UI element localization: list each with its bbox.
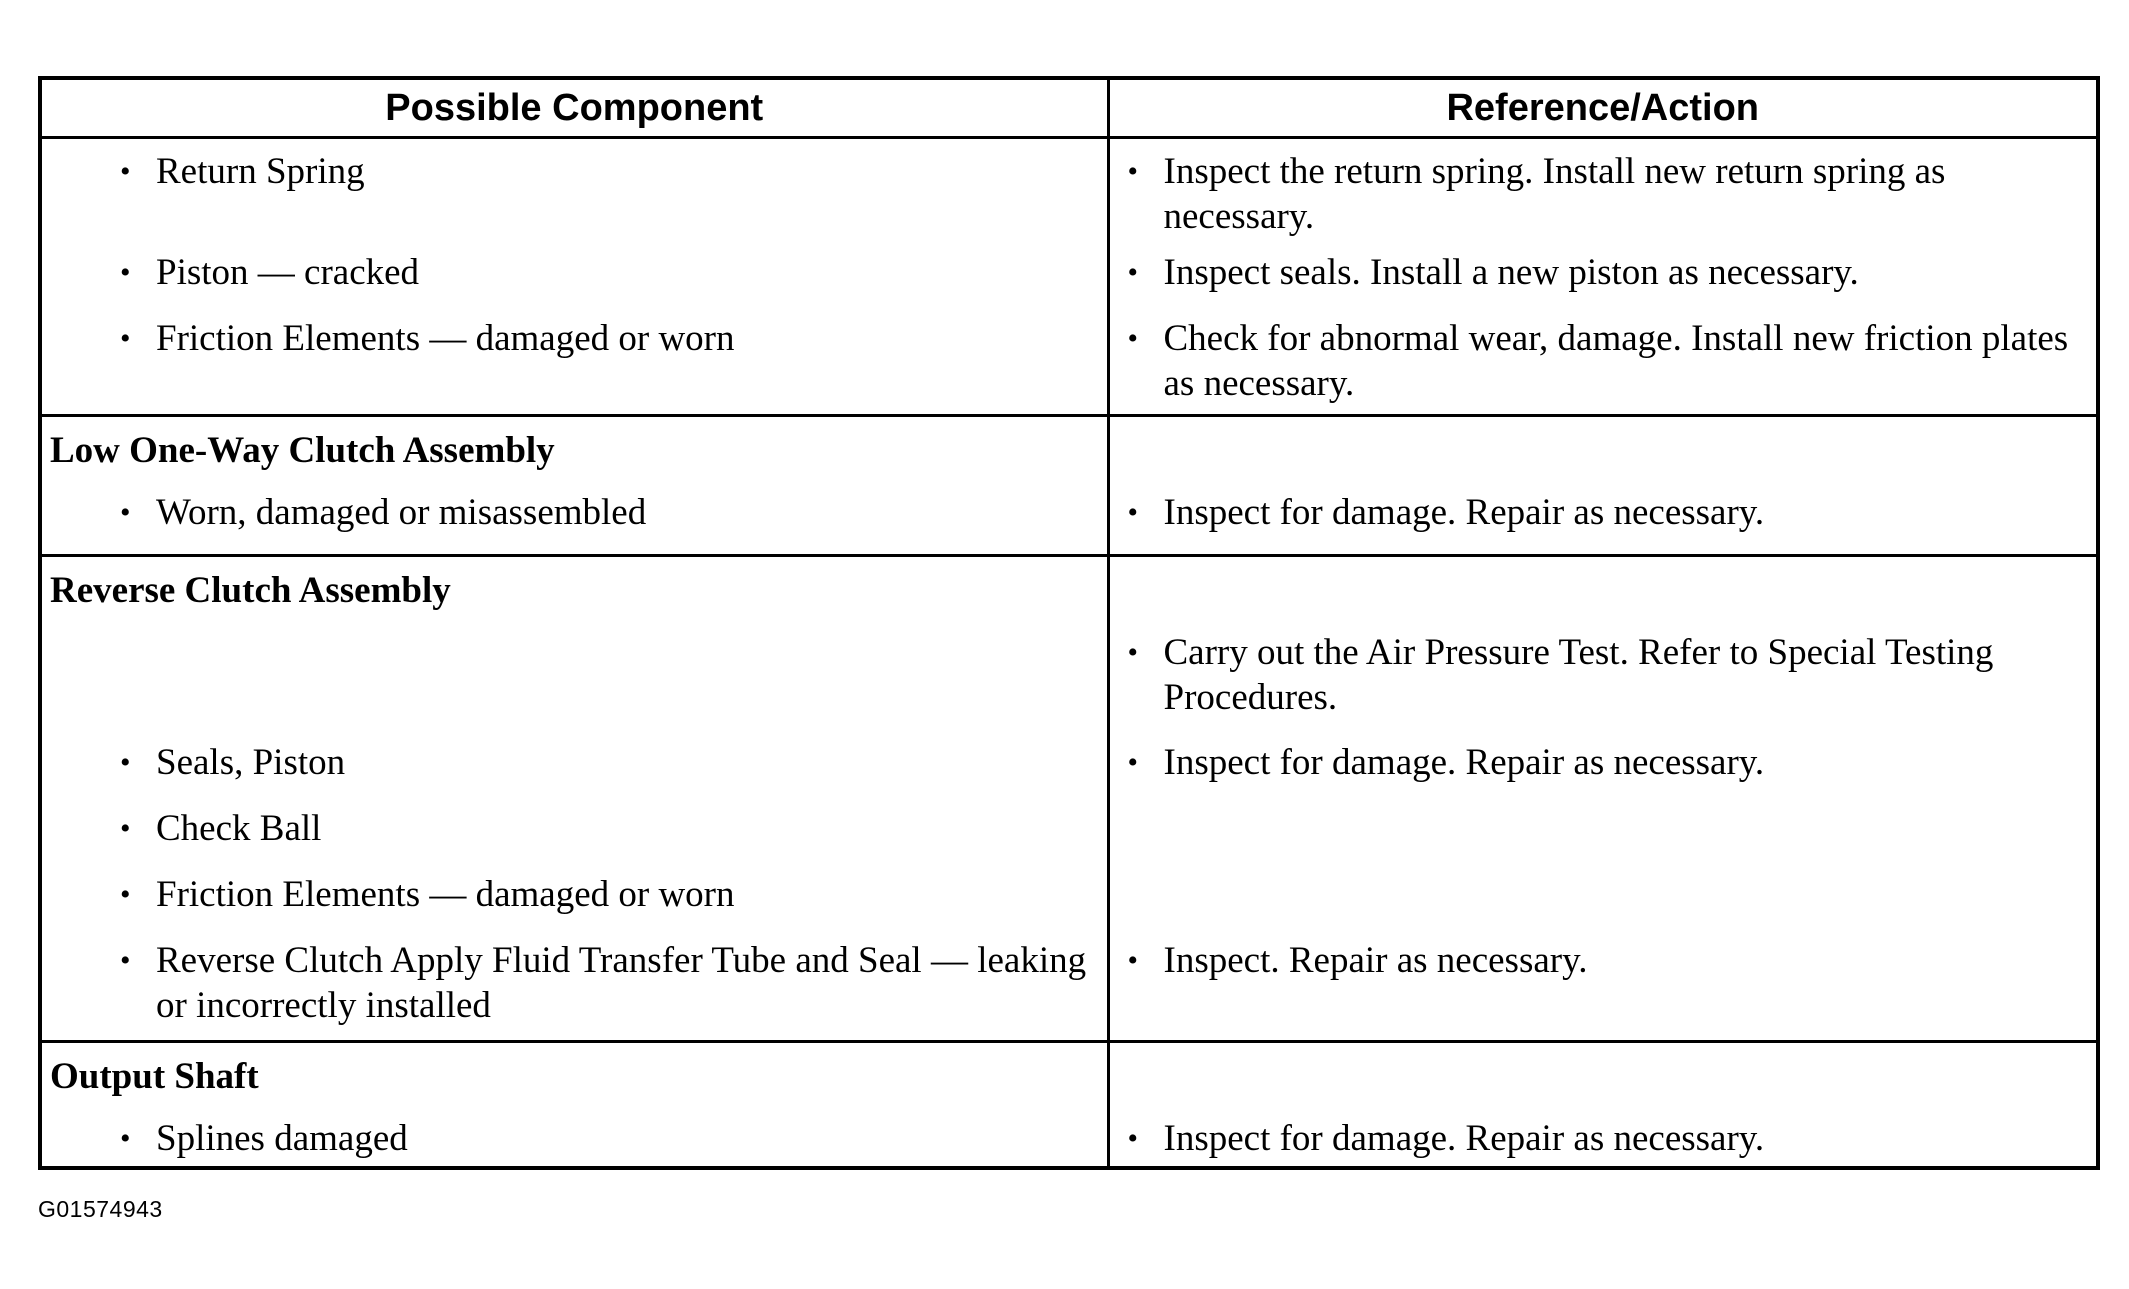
bullet-icon: • (1127, 155, 1139, 188)
table-row (42, 740, 2096, 806)
section-heading: Output Shaft (50, 1055, 259, 1097)
section-heading-cell (42, 1041, 1108, 1116)
table-row (42, 555, 2096, 630)
bullet-icon: • (120, 877, 131, 911)
component-text: Reverse Clutch Apply Fluid Transfer Tube and Seal — leaking or incorrectly installed (156, 939, 1087, 1026)
bullet-icon: • (120, 1122, 131, 1156)
bullet-icon: • (120, 745, 131, 779)
component-text: Friction Elements — damaged or worn (156, 317, 735, 359)
list-item (1110, 490, 2097, 535)
component-text: Friction Elements — damaged or worn (156, 873, 735, 915)
action-cell (1108, 490, 2096, 556)
list-item (42, 149, 1107, 194)
bullet-icon: • (1127, 745, 1139, 779)
action-cell (1108, 740, 2096, 806)
action-cell (1108, 1116, 2096, 1166)
component-text: Worn, damaged or misassembled (156, 491, 647, 533)
list-item (1110, 938, 2097, 983)
bullet-icon: • (1127, 321, 1139, 355)
component-cell (42, 316, 1108, 416)
action-cell (1108, 938, 2096, 1042)
component-cell (42, 1116, 1108, 1166)
component-text: Seals, Piston (156, 741, 346, 783)
action-cell (1108, 415, 2096, 490)
list-item (42, 250, 1107, 295)
list-item (1110, 149, 2097, 239)
action-text: Inspect for damage. Repair as necessary. (1163, 741, 1765, 783)
component-cell (42, 490, 1108, 556)
list-item (42, 872, 1107, 917)
table-row (42, 490, 2096, 556)
action-text: Check for abnormal wear, damage. Install new friction plates as necessary. (1163, 317, 2069, 404)
table-row (42, 630, 2096, 740)
action-cell (1108, 1041, 2096, 1116)
component-text: Return Spring (156, 151, 365, 192)
action-text: Inspect the return spring. Install new return spring as necessary. (1163, 151, 1946, 237)
action-cell (1108, 250, 2096, 316)
list-item (42, 938, 1107, 1028)
diagnosis-table-frame (38, 76, 2100, 1170)
list-item (42, 316, 1107, 361)
bullet-icon: • (120, 155, 131, 188)
bullet-icon: • (120, 321, 131, 355)
bullet-icon: • (1127, 635, 1139, 669)
list-item (1110, 316, 2097, 406)
table-row (42, 138, 2096, 250)
figure-id: G01574943 (38, 1196, 163, 1222)
section-heading: Low One-Way Clutch Assembly (50, 429, 555, 471)
bullet-icon: • (120, 495, 131, 529)
bullet-icon: • (1127, 943, 1139, 977)
table-row (42, 250, 2096, 316)
header-possible-component: Possible Component (42, 80, 1108, 138)
header-reference-action: Reference/Action (1108, 80, 2096, 138)
list-item (1110, 630, 2097, 720)
table-row (42, 806, 2096, 872)
action-cell (1108, 138, 2096, 250)
table-row (42, 872, 2096, 938)
table-row (42, 938, 2096, 1042)
table-row (42, 1041, 2096, 1116)
section-heading-cell (42, 415, 1108, 490)
action-cell (1108, 630, 2096, 740)
component-cell (42, 740, 1108, 806)
list-item (42, 1116, 1107, 1161)
bullet-icon: • (120, 943, 131, 977)
action-text: Carry out the Air Pressure Test. Refer to Special Testing Procedures. (1163, 631, 1994, 718)
action-text: Inspect seals. Install a new piston as necessary. (1163, 251, 1859, 293)
component-text: Check Ball (156, 807, 322, 849)
table-row (42, 415, 2096, 490)
component-cell (42, 250, 1108, 316)
table-row (42, 1116, 2096, 1166)
action-cell (1108, 806, 2096, 872)
list-item (1110, 740, 2097, 785)
bullet-icon: • (120, 811, 131, 845)
bullet-icon: • (1127, 1122, 1139, 1156)
action-cell (1108, 872, 2096, 938)
table-header-row (42, 80, 2096, 138)
bullet-icon: • (1127, 255, 1139, 289)
component-cell (42, 872, 1108, 938)
component-cell (42, 630, 1108, 740)
component-cell (42, 138, 1108, 250)
action-cell (1108, 555, 2096, 630)
list-item (42, 490, 1107, 535)
action-text: Inspect for damage. Repair as necessary. (1163, 1118, 1765, 1160)
bullet-icon: • (1127, 495, 1139, 529)
component-cell (42, 938, 1108, 1042)
component-text: Piston — cracked (156, 251, 420, 293)
component-cell (42, 806, 1108, 872)
diagnosis-table (42, 80, 2096, 1166)
component-text: Splines damaged (156, 1118, 408, 1160)
action-text: Inspect. Repair as necessary. (1163, 939, 1588, 981)
section-heading-cell (42, 555, 1108, 630)
action-cell (1108, 316, 2096, 416)
list-item (42, 806, 1107, 851)
action-text: Inspect for damage. Repair as necessary. (1163, 491, 1765, 533)
list-item (42, 740, 1107, 785)
section-heading: Reverse Clutch Assembly (50, 569, 451, 611)
list-item (1110, 250, 2097, 295)
bullet-icon: • (120, 255, 131, 289)
table-row (42, 316, 2096, 416)
list-item (1110, 1116, 2097, 1161)
